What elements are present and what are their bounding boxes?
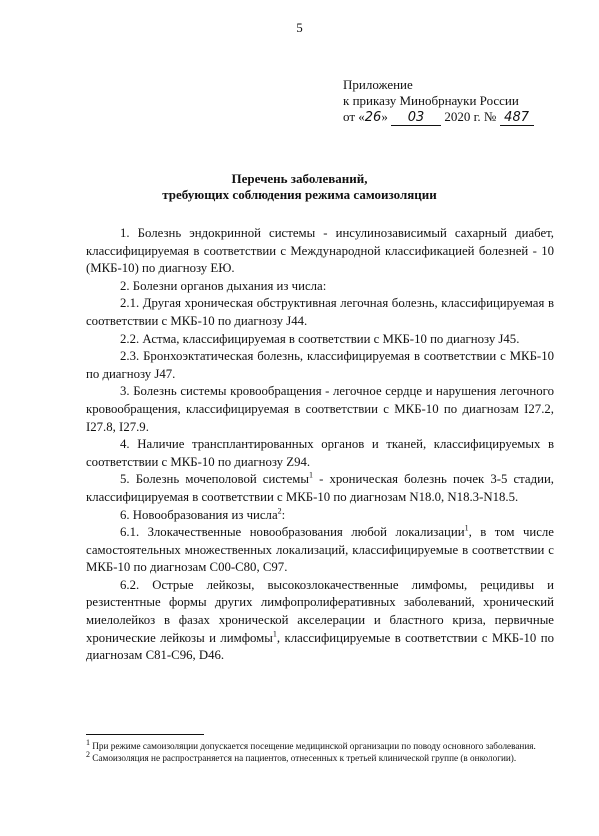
list-item	[86, 524, 554, 577]
list-item: 2.1. Другая хроническая обструктивная легочная болезнь, классифицируемая в соответствии с МКБ-10 по диагнозу J44.	[86, 296, 554, 328]
item-text: 6. Новообразования из числа	[120, 507, 278, 522]
footnote	[86, 737, 556, 753]
annex-block	[343, 77, 534, 126]
footnote-ref: 2	[277, 506, 282, 516]
footnote-divider	[86, 734, 204, 735]
document-title	[0, 171, 599, 203]
page-number: 5	[296, 20, 303, 35]
footnote	[86, 749, 556, 765]
footnote-ref: 1	[272, 629, 277, 639]
list-item	[86, 507, 554, 525]
item-text: 6.2. Острые лейкозы, высокозлокачественные лимфомы, рецидивы и резистентные формы других лимфопролиферативных заболеваний, хронический миелолейкоз в фазах хронической акселерации и бластного криза, первичные хронические лейкозы и лимфомы	[86, 577, 554, 645]
list-item: 4. Наличие трансплантированных органов и тканей, классифицируемых в соответствии с МКБ-10 по диагнозу Z94.	[86, 437, 554, 469]
annex-date-mid: »	[381, 109, 388, 124]
item-text: 6.1. Злокачественные новообразования любой локализации	[120, 525, 465, 540]
list-item: 2.2. Астма, классифицируемая в соответствии с МКБ-10 по диагнозу J45.	[120, 331, 520, 346]
item-text: - хроническая болезнь почек 3-5 стадии, классифицируемая в соответствии с МКБ-10 по диагнозам N18.0, N18.3-N18.5.	[86, 472, 554, 504]
footnotes	[86, 737, 556, 764]
item-text: , классифицируемые в соответствии с МКБ-10 по диагнозам С81-С96, D46.	[86, 630, 554, 663]
annex-number: 487	[500, 111, 534, 126]
disease-list	[86, 225, 554, 665]
footnote-ref: 1	[464, 523, 469, 533]
annex-day: 26	[364, 110, 382, 125]
footnote-ref: 1	[308, 471, 313, 481]
list-item: 2. Болезни органов дыхания из числа:	[120, 278, 327, 293]
title-line1: Перечень заболеваний,	[231, 171, 368, 186]
list-item	[86, 471, 554, 506]
footnote-text: При режиме самоизоляции допускается посещение медицинской организации по поводу основного заболевания.	[90, 741, 536, 751]
footnote-mark: 2	[86, 749, 90, 759]
annex-month: 03	[391, 111, 441, 126]
annex-date-prefix: от «	[343, 109, 365, 124]
item-text: :	[281, 507, 286, 522]
title-line2: требующих соблюдения режима самоизоляции	[162, 187, 437, 202]
list-item: 1. Болезнь эндокринной системы - инсулинозависимый сахарный диабет, классифицируемая в соответствии с Международной классификацией болезней - 10 (МКБ-10) по диагнозу ЕЮ.	[86, 226, 554, 276]
item-text: , в том числе самостоятельных множественных локализаций, классифицируемые в соответствии с МКБ-10 по диагнозам С00-С80, С97.	[86, 525, 554, 575]
annex-line2: к приказу Минобрнауки России	[343, 93, 519, 108]
item-text: 5. Болезнь мочеполовой системы	[120, 472, 309, 487]
annex-year: 2020 г. №	[444, 109, 497, 124]
footnote-mark: 1	[86, 737, 90, 747]
list-item: 3. Болезнь системы кровообращения - легочное сердце и нарушения легочного кровообращения, классифицируемая в соответствии с МКБ-10 по диагнозам I27.2, I27.8, I27.9.	[86, 384, 554, 434]
annex-line1: Приложение	[343, 77, 413, 92]
annex-date-line	[343, 109, 534, 126]
footnote-text: Самоизоляция не распространяется на пациентов, отнесенных к третьей клинической группе (в онкологии).	[90, 752, 517, 763]
list-item	[86, 577, 554, 665]
list-item: 2.3. Бронхоэктатическая болезнь, классифицируемая в соответствии с МКБ-10 по диагнозу J47.	[86, 349, 554, 381]
